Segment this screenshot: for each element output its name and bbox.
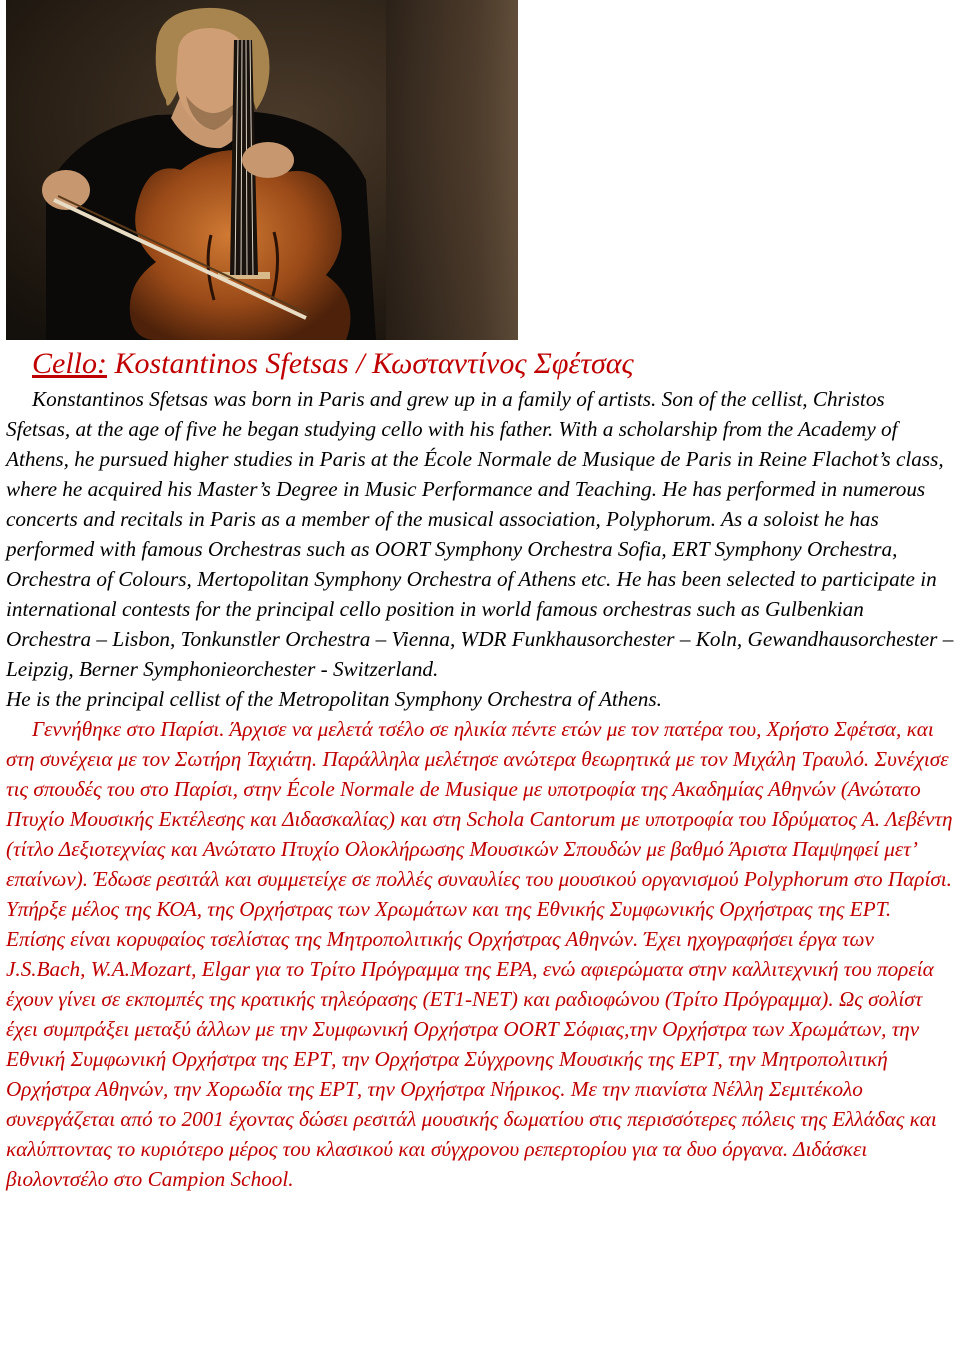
bio-greek-paragraph: Γεννήθηκε στο Παρίσι. Άρχισε να μελετά τσέλο σε ηλικία πέντε ετών με τον πατέρα του, Χρήστο Σφέτσα, και στη συνέχεια με τον Σωτήρη Ταχιάτη. Παράλληλα μελέτησε ανώτερα θεωρητικά με τον Μιχάλη Τραυλό. Συνέχισε τις σπουδές του στο Παρίσι, στην École Normale de Musique με υποτροφία της Ακαδημίας Αθηνών (Ανώτατο Πτυχίο Μουσικής Εκτέλεσης και Διδασκαλίας) και στη Schola Cantorum με υποτροφία του Ιδρύματος Α. Λεβέντη (τίτλο Δεξιοτεχνίας και Ανώτατο Πτυχίο Ολοκλήρωσης Μουσικών Σπουδών με βαθμό Άριστα Παμψηφεί μετ’ επαίνων). Έδωσε ρεσιτάλ και συμμετείχε σε πολλές συναυλίες του μουσικού οργανισμού Polyphorum στο Παρίσι. Υπήρξε μέλος της ΚΟΑ, της Ορχήστρας των Χρωμάτων και της Εθνικής Συμφωνικής Ορχήστρας της ΕΡΤ. Επίσης είναι κορυφαίος τσελίστας της Μητροπολιτικής Ορχήστρας Αθηνών. Έχει ηχογραφήσει έργα των J.S.Bach, W.A.Mozart, Elgar για το Τρίτο Πρόγραμμα της ΕΡΑ, ενώ αφιερώματα στην καλλιτεχνική του πορεία έχουν γίνει σε εκπομπές της κρατικής τηλεόρασης (ΕΤ1-ΝΕΤ) και ραδιοφώνου (Τρίτο Πρόγραμμα). Ως σολίστ έχει συμπράξει μεταξύ άλλων με την Συμφωνική Ορχήστρα OORT Σόφιας,την Ορχήστρα των Χρωμάτων, την Εθνική Συμφωνική Ορχήστρα της ΕΡΤ, την Ορχήστρα Σύγχρονης Μουσικής της ΕΡΤ, την Μητροπολιτική Ορχήστρα Αθηνών, την Χορωδία της ΕΡΤ, την Ορχήστρα Νήρικος. Με την πιανίστα Νέλλη Σεμιτέκολο συνεργάζεται από το 2001 έχοντας δώσει ρεσιτάλ μουσικής δωματίου στις περισσότερες πόλεις της Ελλάδας και καλύπτοντας το κυριότερο μέρος του κλασικού και σύγχρονου ρεπερτορίου για τα δυο όργανα. Διδάσκει βιολοντσέλο στο Campion School. <box>6 717 953 1191</box>
artist-name: Kostantinos Sfetsas / Κωσταντίνος Σφέτσας <box>107 347 634 380</box>
bio-english-paragraph-1: Konstantinos Sfetsas was born in Paris and grew up in a family of artists. Son of the cellist, Christos Sfetsas, at the age of five he began studying cello with his father. With a scholarship from the Academy of Athens, he pursued higher studies in Paris at the École Normale de Musique de Paris in Reine Flachot’s class, where he acquired his Master’s Degree in Music Performance and Teaching. He has performed in numerous concerts and recitals in Paris as a member of the musical association, Polyphorum. As a soloist he has performed with famous Orchestras such as OORT Symphony Orchestra Sofia, ERT Symphony Orchestra, Orchestra of Colours, Mertopolitan Symphony Orchestra of Athens etc. He has been selected to participate in international contests for the principal cello position in world famous orchestras such as Gulbenkian Orchestra – Lisbon, Tonkunstler Orchestra – Vienna, WDR Funkhausorchester – Koln, Gewandhausorchester – Leipzig, Berner Symphonieorchester - Switzerland. <box>6 387 954 681</box>
page-title <box>32 344 954 384</box>
instrument-label: Cello: <box>32 347 107 380</box>
biography <box>6 344 954 1194</box>
bio-english-paragraph-2: He is the principal cellist of the Metropolitan Symphony Orchestra of Athens. <box>6 687 662 711</box>
cellist-photo-illustration <box>6 0 518 340</box>
cellist-photo <box>6 0 518 340</box>
